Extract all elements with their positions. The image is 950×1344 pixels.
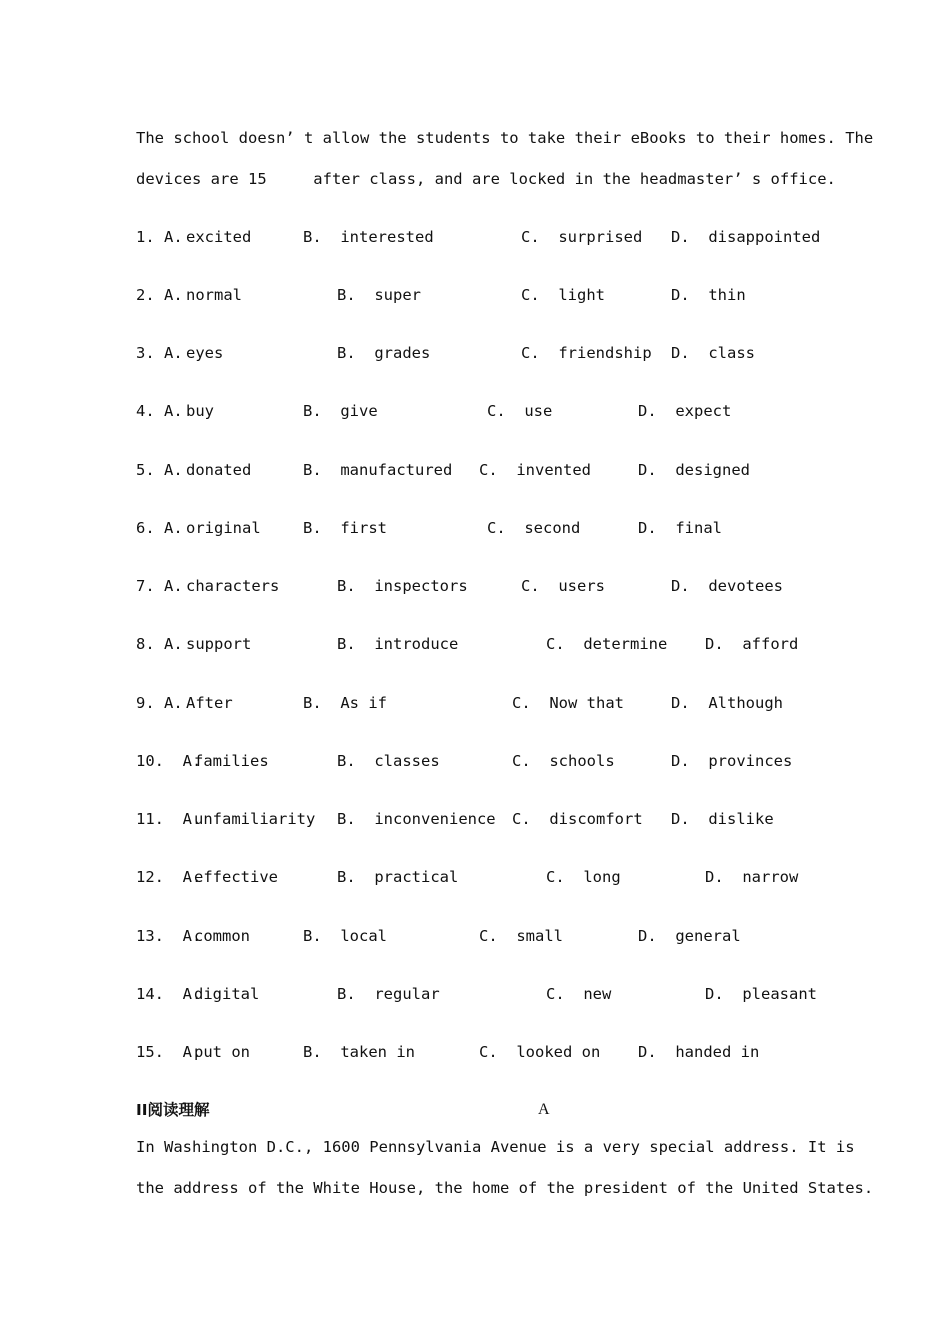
option-d: D. provinces: [671, 752, 793, 770]
intro-line-2: devices are 15 after class, and are locked in the headmaster’ s office.: [136, 170, 836, 188]
option-c: C. discomfort: [512, 810, 643, 828]
option-a: excited: [186, 228, 252, 246]
option-b: B. regular: [337, 985, 440, 1003]
option-b: B. super: [337, 286, 421, 304]
question-number: 9. A.: [136, 694, 183, 712]
option-a: buy: [186, 402, 214, 420]
option-c: C. Now that: [512, 694, 624, 712]
option-c: C. small: [479, 927, 563, 945]
option-d: D. Although: [671, 694, 783, 712]
option-a: donated: [186, 461, 252, 479]
option-d: D. handed in: [638, 1043, 760, 1061]
question-number: 8. A.: [136, 635, 183, 653]
option-a: unfamiliarity: [194, 810, 316, 828]
question-number: 7. A.: [136, 577, 183, 595]
option-a: characters: [186, 577, 280, 595]
option-b: B. taken in: [303, 1043, 415, 1061]
option-d: D. class: [671, 344, 755, 362]
question-number: 2. A.: [136, 286, 183, 304]
option-c: C. schools: [512, 752, 615, 770]
option-c: C. users: [521, 577, 605, 595]
option-d: D. devotees: [671, 577, 783, 595]
passage-line-2: the address of the White House, the home of the president of the United States.: [136, 1179, 874, 1197]
option-d: D. final: [638, 519, 722, 537]
option-b: B. inconvenience: [337, 810, 496, 828]
option-a: original: [186, 519, 261, 537]
intro-line-1: The school doesn’ t allow the students to take their eBooks to their homes. The: [136, 129, 874, 147]
option-d: D. thin: [671, 286, 746, 304]
option-d: D. dislike: [671, 810, 774, 828]
option-d: D. narrow: [705, 868, 799, 886]
passage-label: A: [538, 1101, 550, 1118]
section-heading: II阅读理解: [136, 1101, 210, 1119]
question-number: 1. A.: [136, 228, 183, 246]
option-b: B. give: [303, 402, 378, 420]
option-d: D. afford: [705, 635, 799, 653]
option-b: B. local: [303, 927, 387, 945]
option-c: C. light: [521, 286, 605, 304]
option-d: D. designed: [638, 461, 750, 479]
question-number: 4. A.: [136, 402, 183, 420]
option-c: C. second: [487, 519, 581, 537]
option-d: D. disappointed: [671, 228, 821, 246]
option-a: effective: [194, 868, 278, 886]
passage-line-1: In Washington D.C., 1600 Pennsylvania Avenue is a very special address. It is: [136, 1138, 855, 1156]
question-number: 3. A.: [136, 344, 183, 362]
option-b: B. introduce: [337, 635, 459, 653]
option-a: common: [194, 927, 250, 945]
question-number: 12. A.: [136, 868, 202, 886]
question-number: 10. A.: [136, 752, 202, 770]
option-d: D. general: [638, 927, 741, 945]
option-b: B. classes: [337, 752, 440, 770]
option-c: C. friendship: [521, 344, 652, 362]
option-b: B. practical: [337, 868, 459, 886]
option-a: normal: [186, 286, 242, 304]
question-number: 14. A.: [136, 985, 202, 1003]
option-b: B. As if: [303, 694, 387, 712]
option-b: B. manufactured: [303, 461, 453, 479]
option-b: B. interested: [303, 228, 434, 246]
option-b: B. inspectors: [337, 577, 468, 595]
option-a: families: [194, 752, 269, 770]
option-b: B. first: [303, 519, 387, 537]
option-c: C. long: [546, 868, 621, 886]
option-d: D. pleasant: [705, 985, 817, 1003]
option-c: C. determine: [546, 635, 668, 653]
question-number: 5. A.: [136, 461, 183, 479]
option-c: C. use: [487, 402, 553, 420]
option-b: B. grades: [337, 344, 431, 362]
question-number: 13. A.: [136, 927, 202, 945]
option-a: support: [186, 635, 252, 653]
option-a: digital: [194, 985, 260, 1003]
option-a: eyes: [186, 344, 224, 362]
option-a: After: [186, 694, 233, 712]
option-c: C. looked on: [479, 1043, 601, 1061]
question-number: 11. A.: [136, 810, 202, 828]
option-a: put on: [194, 1043, 250, 1061]
option-d: D. expect: [638, 402, 732, 420]
option-c: C. new: [546, 985, 612, 1003]
option-c: C. invented: [479, 461, 591, 479]
option-c: C. surprised: [521, 228, 643, 246]
question-number: 6. A.: [136, 519, 183, 537]
question-number: 15. A.: [136, 1043, 202, 1061]
